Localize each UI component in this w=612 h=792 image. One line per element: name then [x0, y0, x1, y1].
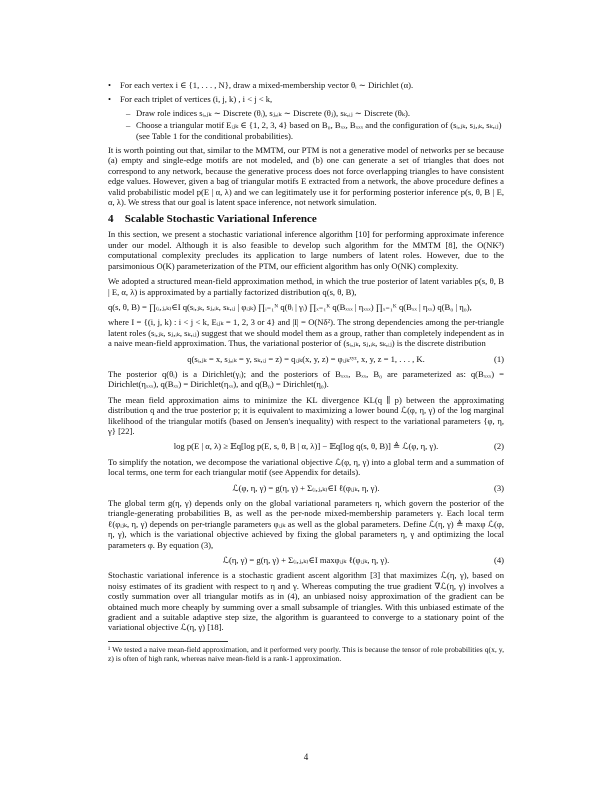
- paragraph-mmtm: It is worth pointing out that, similar to the MMTM, our PTM is not a generative model of networks per se because (a) empty and single-edge motifs are not modeled, and (b) one can generate a set of triangles that does not correspond to any network, because the generative process does not force overlapping triangles to have consistent edge values. However, given a bag of triangular motifs E extracted from a network, the above procedure defines a valid probabilistic model p(E | α, λ) and we can legitimately use it for performing posterior inference p(s, θ, B | E, α, λ). We stress that our goal is latent space inference, not network simulation.: [108, 145, 504, 208]
- generative-process-list: [108, 80, 504, 141]
- paragraph-where: where I = {(i, j, k) : i < j < k, Eᵢⱼₖ = 1, 2, 3 or 4} and |I| = O(Nδ²). The strong dependencies among the per-triangle latent roles (sᵢ,ⱼₖ, sⱼ,ᵢₖ, sₖ,ᵢⱼ) suggest that we should model them as a group, rather than completely independent as in a naive mean-field approximation. Thus, the variational posterior of (sᵢ,ⱼₖ, sⱼ,ᵢₖ, sₖ,ᵢⱼ) is the discrete distribution: [108, 317, 504, 349]
- equation-1: [108, 354, 504, 364]
- section-number: 4: [108, 213, 114, 226]
- equation-4-number: (4): [493, 555, 504, 566]
- equation-3-body: ℒ(φ, η, γ) = g(η, γ) + Σ₍ᵢ,ⱼ,ₖ₎∈I ℓ(φᵢⱼₖ, η, γ).: [232, 482, 380, 493]
- section-title: Scalable Stochastic Variational Inference: [124, 213, 317, 226]
- list-item-choose-motif: – Choose a triangular motif Eᵢⱼₖ ∈ {1, 2, 3, 4} based on B₀, Bₓₓ, Bₓₓₓ and the configuration of (sᵢ,ⱼₖ, sⱼ,ᵢₖ, sₖ,ᵢⱼ) (see Table 1 for the conditional probabilities).: [120, 120, 504, 141]
- paragraph-stochastic: Stochastic variational inference is a stochastic gradient ascent algorithm [3] that maximizes ℒ(η, γ), based on noisy estimates of its gradient with respect to η and γ. Whereas computing the true gradient ∇ℒ(η, γ) involves a costly summation over all triangular motifs as in (4), an unbiased noisy approximation of the gradient can be obtained much more cheaply by summing over a small subsample of triangles. With this unbiased estimate of the gradient and a suitable adaptive step size, the algorithm is guaranteed to converge to a stationary point of the variational objective ℒ(η, γ) [18].: [108, 570, 504, 633]
- equation-4: [108, 555, 504, 565]
- section-heading: [108, 213, 504, 226]
- equation-q: q(s, θ, B) = ∏₍ᵢ,ⱼ,ₖ₎∈I q(sᵢ,ⱼₖ, sⱼ,ᵢₖ, sₖ,ᵢⱼ | φᵢⱼₖ) ∏ᵢ₌₁ᴺ q(θᵢ | γᵢ) ∏ₓ₌₁ᴷ q(Bₓₓₓ | ηₓₓₓ) ∏ₓ₌₁ᴷ q(Bₓₓ | ηₓₓ) q(B₀ | η₀),: [108, 301, 472, 312]
- list-item-triplet: [108, 94, 504, 141]
- equation-1-number: (1): [493, 353, 504, 364]
- equation-2-body: log p(E | α, λ) ≥ 𝔼q[log p(E, s, θ, B | α, λ)] − 𝔼q[log q(s, θ, B)] ≜ ℒ(φ, η, γ).: [173, 441, 439, 452]
- list-item-vertex: • For each vertex i ∈ {1, . . . , N}, draw a mixed-membership vector θᵢ ∼ Dirichlet (α).: [108, 80, 504, 90]
- equation-2: [108, 441, 504, 451]
- triplet-text: For each triplet of vertices (i, j, k) , i < j < k,: [120, 94, 273, 105]
- equation-3: [108, 483, 504, 493]
- page-number: 4: [303, 752, 309, 762]
- paragraph-global: The global term g(η, γ) depends only on the global variational parameters η, which govern the posterior of the triangle-generating probabilities B, as well as the per-node mixed-membership parameters γ. Each local term ℓ(φᵢⱼₖ, η, γ) depends on per-triangle parameters φᵢⱼₖ as well as the global parameters. Define ℒ(η, γ) ≜ maxφ ℒ(φ, η, γ), which is the variational objective achieved by fixing the global parameters η, γ and optimizing the local parameters φ. By equation (3),: [108, 498, 504, 550]
- equation-2-number: (2): [493, 441, 504, 452]
- paragraph-intro: In this section, we present a stochastic variational inference algorithm [10] for performing approximate inference under our model. Although it is also feasible to develop such algorithm for the MMTM [8], the O(NK³) computational complexity precludes its application to large numbers of latent roles. However, due to the parsimonious O(K) parameterization of the PTM, our efficient algorithm has only O(NK) complexity.: [108, 229, 504, 271]
- equation-3-number: (3): [493, 482, 504, 493]
- list-item-draw-role: – Draw role indices sᵢ,ⱼₖ ∼ Discrete (θᵢ), sⱼ,ᵢₖ ∼ Discrete (θⱼ), sₖ,ᵢⱼ ∼ Discrete (θₖ).: [120, 108, 504, 118]
- footnote: ¹ We tested a naive mean-field approximation, and it performed very poorly. This is because the tensor of role probabilities q(x, y, z) is often of high rank, whereas naive mean-field is a rank-1 approximation.: [108, 644, 504, 664]
- equation-4-body: ℒ(η, γ) = g(η, γ) + Σ₍ᵢ,ⱼ,ₖ₎∈I maxφᵢⱼₖ ℓ(φᵢⱼₖ, η, γ).: [222, 555, 390, 566]
- triplet-sublist: [120, 108, 504, 141]
- footnote-divider: [108, 641, 228, 642]
- paragraph-posterior: The posterior q(θᵢ) is a Dirichlet(γᵢ); and the posteriors of Bₓₓₓ, Bₓₓ, B₀ are parameterized as: q(Bₓₓₓ) = Dirichlet(ηₓₓₓ), q(Bₓₓ) = Dirichlet(ηₓₓ), and q(B₀) = Dirichlet(η₀).: [108, 368, 504, 390]
- equation-1-body: q(sᵢ,ⱼₖ = x, sⱼ,ᵢₖ = y, sₖ,ᵢⱼ = z) = qᵢⱼₖ(x, y, z) = φᵢⱼₖˣʸᶻ, x, y, z = 1, . . . , K.: [187, 353, 425, 364]
- paragraph-kl: The mean field approximation aims to minimize the KL divergence KL(q ∥ p) between the approximating distribution q and the true posterior p; it is equivalent to maximizing a lower bound ℒ(φ, η, γ) of the log marginal likelihood of the triangular motifs (based on Jensen's inequality) with respect to the variational parameters {φ, η, γ} [22].: [108, 394, 504, 436]
- paragraph-simplify: To simplify the notation, we decompose the variational objective ℒ(φ, η, γ) into a global term and a summation of local terms, one term for each triangular motif (see Appendix for details).: [108, 456, 504, 478]
- paragraph-meanfield: We adopted a structured mean-field approximation method, in which the true posterior of latent variables p(s, θ, B | E, α, λ) is approximated by a partially factorized distribution q(s, θ, B),: [108, 276, 504, 297]
- page-body: [108, 80, 504, 663]
